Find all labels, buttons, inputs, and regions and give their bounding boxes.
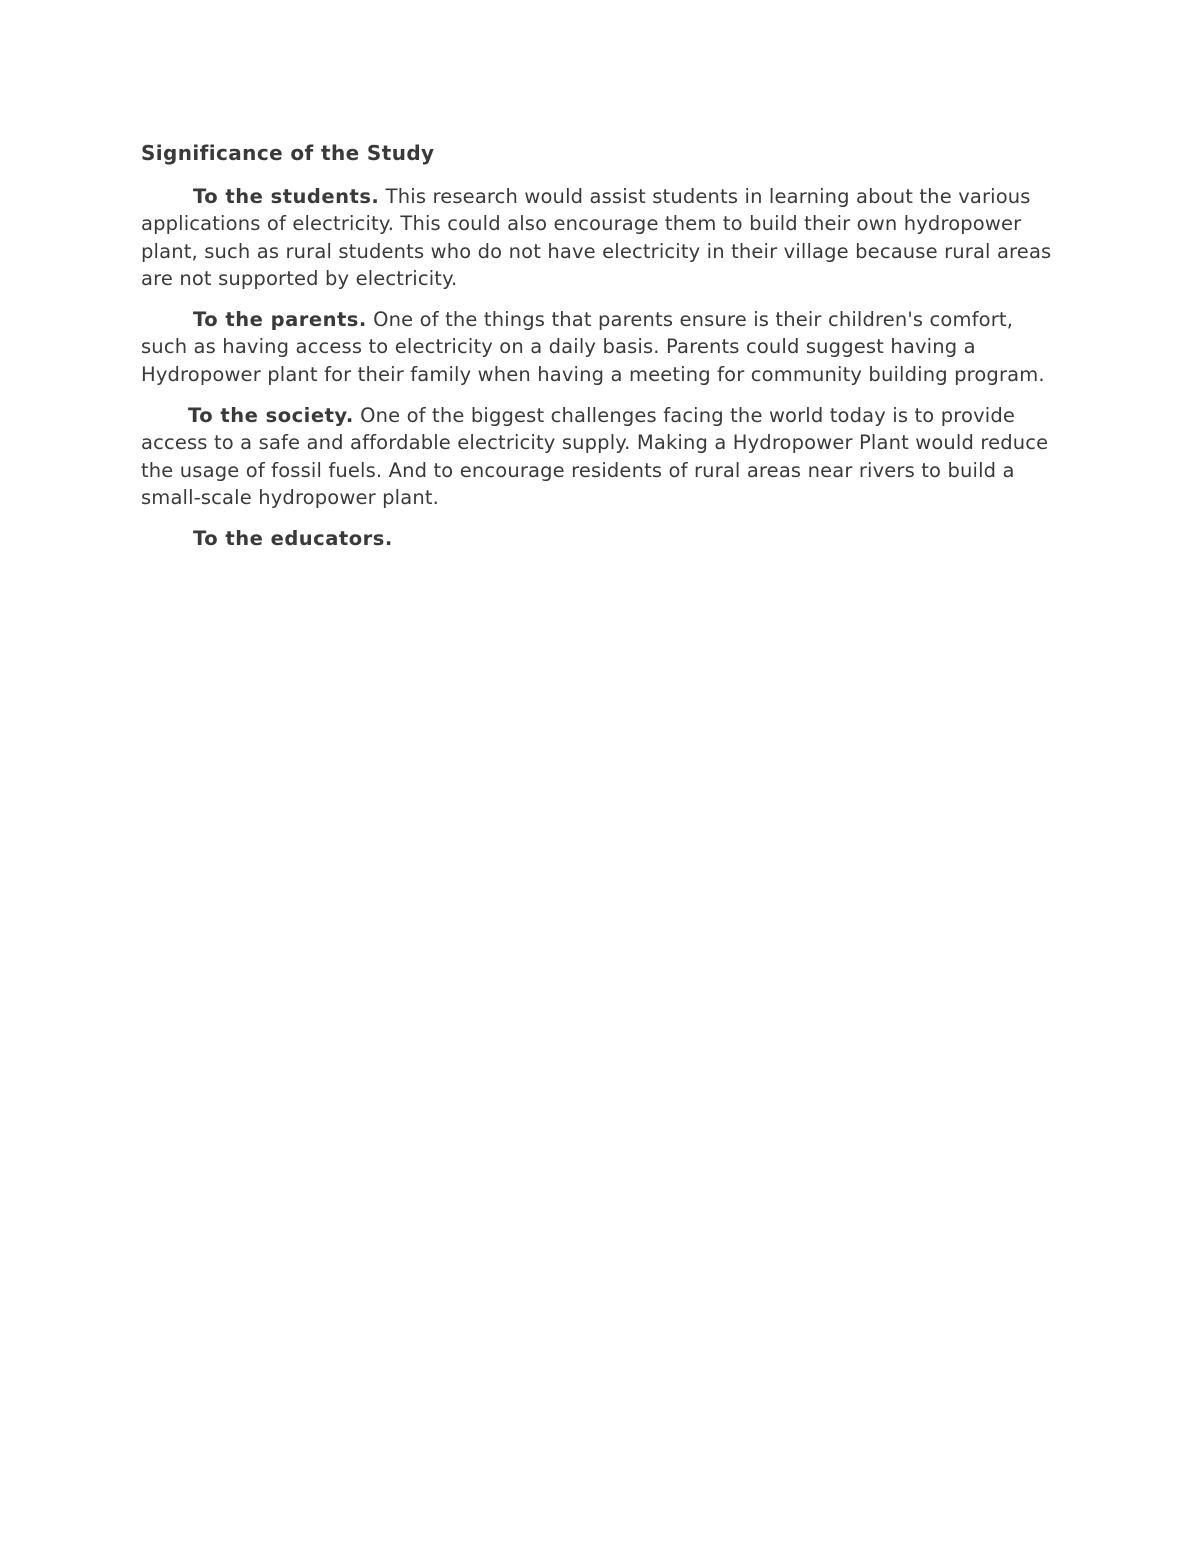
paragraph-educators (141, 525, 1061, 552)
document-content (141, 139, 1061, 567)
section-heading: Significance of the Study (141, 141, 435, 165)
paragraph-lead-students: To the students. (193, 185, 380, 208)
paragraph-society (141, 402, 1061, 511)
paragraph-lead-educators: To the educators. (193, 527, 393, 551)
paragraph-lead-parents: To the parents. (193, 308, 367, 332)
paragraph-parents (141, 306, 1061, 388)
paragraph-body-society: One of the biggest challenges facing the world today is to provide access to a safe and affordable electricity supply. Making a Hydropower Plant would reduce the usage of fossil fuels. And to encourage residents of rural areas near rivers to build a small-scale hydropower plant. (141, 404, 1049, 509)
paragraph-lead-society: To the society. (188, 404, 354, 428)
paragraph-body-parents: One of the things that parents ensure is their children's comfort, such as having access to electricity on a daily basis. Parents could suggest having a Hydropower plant for their family when having a meeting for community building program. (141, 308, 1045, 386)
paragraph-body-students: This research would assist students in learning about the various applications of electricity. This could also encourage them to build their own hydropower plant, such as rural students who do not have electricity in their village because rural areas are not supported by electricity. (141, 185, 1052, 290)
paragraph-students (141, 183, 1061, 292)
